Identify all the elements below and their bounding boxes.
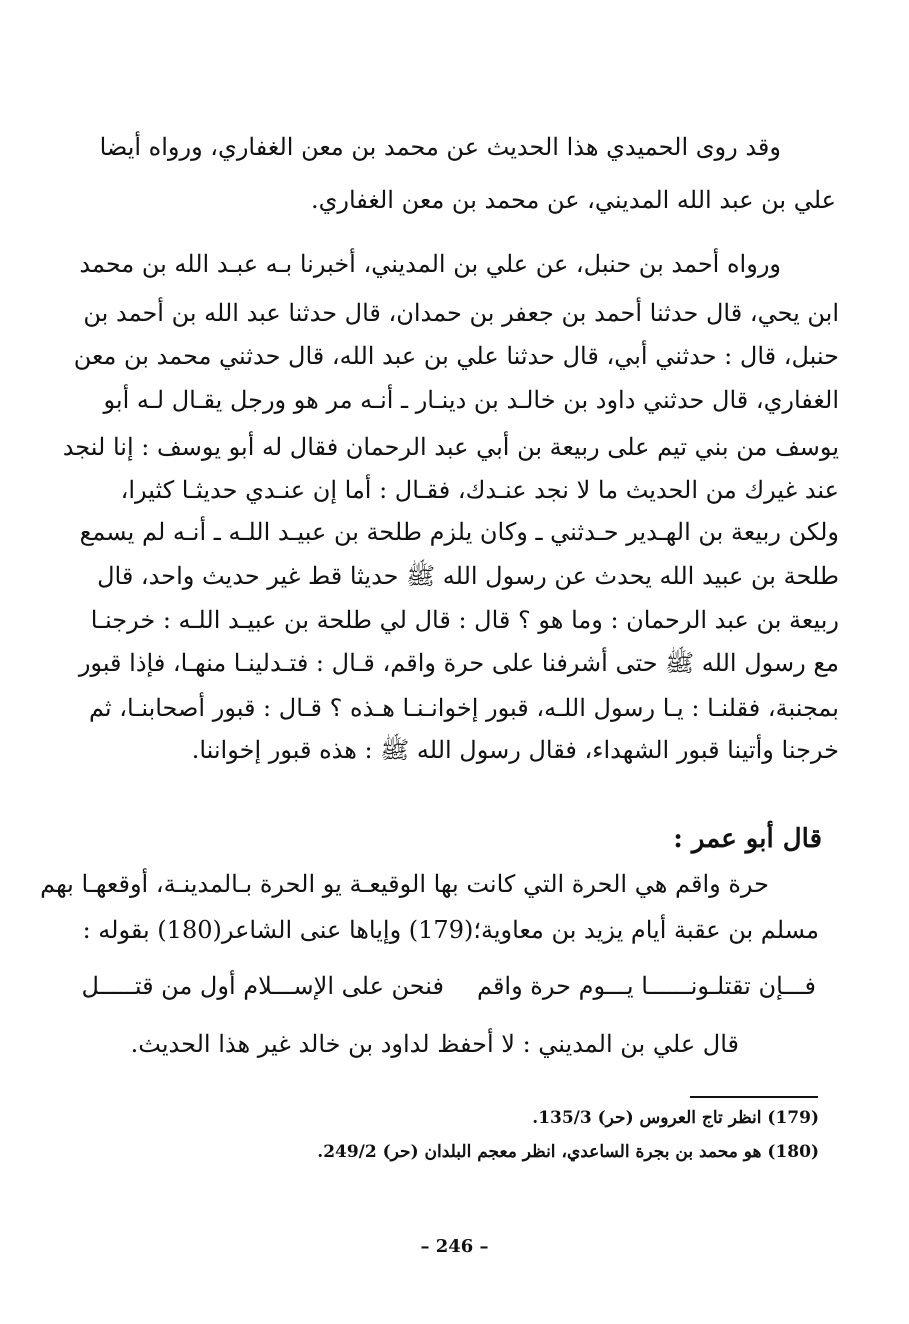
section-heading: قال أبو عمر : <box>673 824 822 854</box>
footnote-180: (180) هو محمد بن بجرة الساعدي، انظر معجم البلدان (حر) 249/2. <box>317 1142 819 1162</box>
verse-hemistich-2: فنحن على الإســـلام أول من قتـــــل <box>81 972 444 1000</box>
paragraph-2-line-3: حنبل، قال : حدثني أبي، قال حدثنا علي بن عبد الله، قال حدثني محمد بن معن <box>73 342 839 370</box>
paragraph-2-line-2: ابن يحي، قال حدثنا أحمد بن جعفر بن حمدان، قال حدثنا عبد الله بن أحمد بن <box>83 299 839 327</box>
paragraph-2-line-6: عند غيرك من الحديث ما لا نجد عنـدك، فقـال : أما إن عنـدي حديثـا كثيرا، <box>120 476 839 504</box>
paragraph-2-line-11: بمجنبة، فقلنـا : يـا رسول اللـه، قبور إخوانـنـا هـذه ؟ قـال : قبور أصحابنـا، ثم <box>88 694 839 722</box>
paragraph-2-line-5: يوسف من بني تيم على ربيعة بن أبي عبد الرحمان فقال له أبو يوسف : إنا لنجد <box>62 433 839 461</box>
paragraph-2-line-8: طلحة بن عبيد الله يحدث عن رسول الله ﷺ حديثا قط غير حديث واحد، قال <box>97 562 839 590</box>
paragraph-4: قال علي بن المديني : لا أحفظ لداود بن خالد غير هذا الحديث. <box>130 1030 739 1058</box>
paragraph-3-line-2: مسلم بن عقبة أيام يزيد بن معاوية؛(179) وإياها عنى الشاعر(180) بقوله : <box>82 916 819 944</box>
page-number: – 246 – <box>420 1236 489 1257</box>
verse-hemistich-1: فـــإن تقتلـونــــــا يـــوم حرة واقم <box>476 972 816 1000</box>
paragraph-2-line-1: ورواه أحمد بن حنبل، عن علي بن المديني، أخبرنا بـه عبـد الله بن محمد <box>79 250 781 278</box>
paragraph-2-line-9: ربيعة بن عبد الرحمان : وما هو ؟ قال : قال لي طلحة بن عبيـد اللـه : خرجنـا <box>90 606 839 634</box>
paragraph-1-line-2: علي بن عبد الله المديني، عن محمد بن معن الغفاري. <box>310 186 836 214</box>
paragraph-3-line-1: حرة واقم هي الحرة التي كانت بها الوقيعـة يو الحرة بـالمدينـة، أوقعهـا بهم <box>40 870 769 898</box>
paragraph-1-line-1: وقد روى الحميدي هذا الحديث عن محمد بن معن الغفاري، ورواه أيضا <box>99 133 781 161</box>
footnote-separator <box>690 1096 818 1098</box>
paragraph-2-line-12: خرجنا وأتينا قبور الشهداء، فقال رسول الله ﷺ : هذه قبور إخواننا. <box>191 736 839 764</box>
paragraph-2-line-7: ولكن ربيعة بن الهـدير حـدثني ـ وكان يلزم طلحة بن عبيـد اللـه ـ أنـه لم يسمع <box>79 518 839 546</box>
paragraph-2-line-10: مع رسول الله ﷺ حتى أشرفنا على حرة واقم، قـال : فتـدلينـا منهـا، فإذا قبور <box>78 649 839 677</box>
footnote-179: (179) انظر تاج العروس (حر) 135/3. <box>532 1108 819 1128</box>
paragraph-2-line-4: الغفاري، قال حدثني داود بن خالـد بن دينـار ـ أنـه مر هو ورجل يقـال لـه أبو <box>103 386 839 414</box>
